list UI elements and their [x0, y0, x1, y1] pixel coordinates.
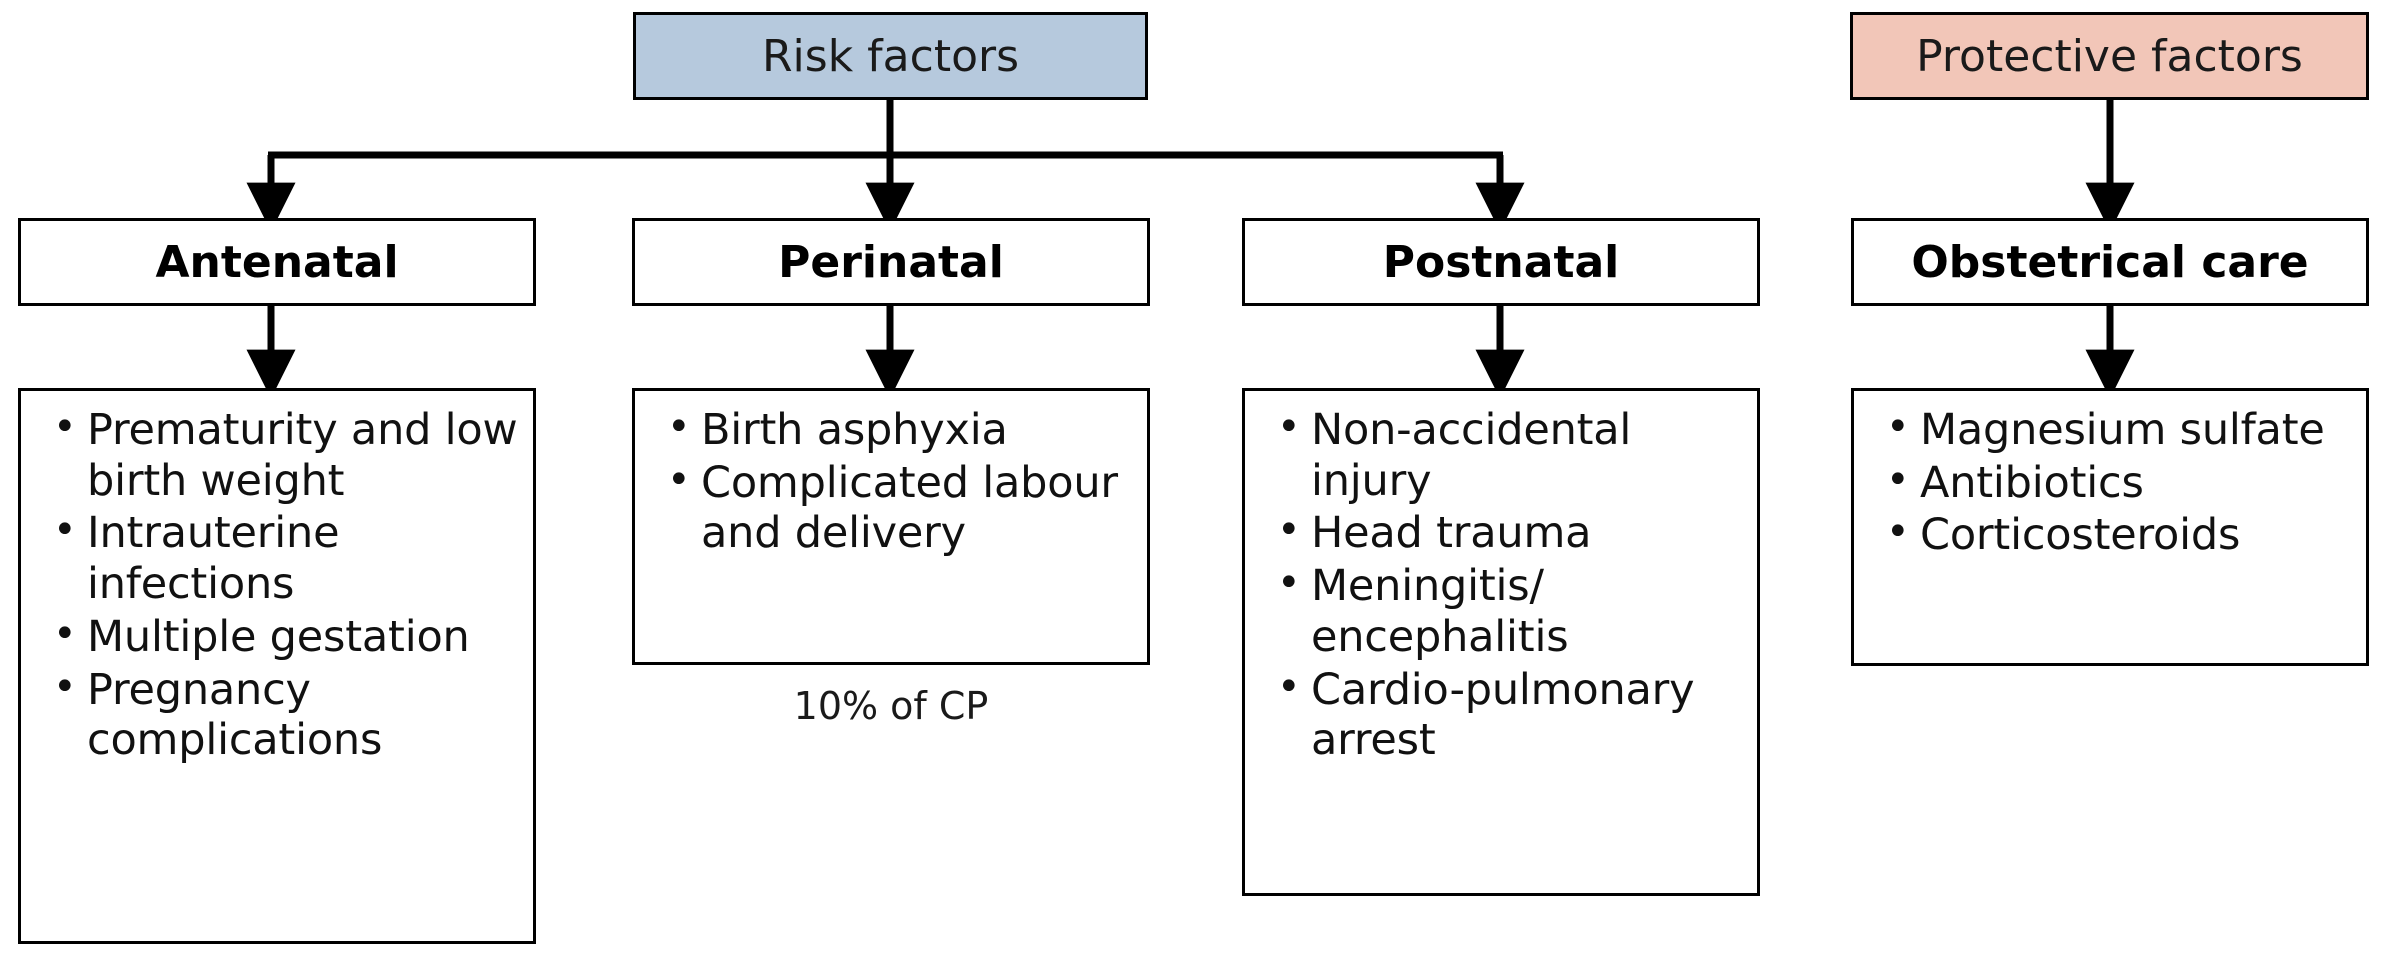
category-antenatal: [18, 218, 536, 306]
category-obstetrical-care-label: Obstetrical care: [1911, 236, 2309, 288]
list-item: • Birth asphyxia: [701, 405, 1137, 456]
list-item: • Antibiotics: [1920, 458, 2356, 509]
antenatal-items: [35, 405, 523, 766]
protective-factors-header: [1850, 12, 2369, 100]
category-postnatal: [1242, 218, 1760, 306]
postnatal-items: [1259, 405, 1747, 766]
category-antenatal-label: Antenatal: [155, 236, 399, 288]
category-obstetrical-care: [1851, 218, 2369, 306]
obstetrical-care-items: [1868, 405, 2356, 561]
list-item: • Complicated labour and delivery: [701, 458, 1137, 559]
perinatal-items: [649, 405, 1137, 559]
list-obstetrical-care: [1851, 388, 2369, 666]
perinatal-share-caption: 10% of CP: [793, 684, 989, 728]
list-item: • Intrauterine infections: [87, 508, 523, 609]
list-item: • Corticosteroids: [1920, 510, 2356, 561]
list-item: • Meningitis/ encephalitis: [1311, 561, 1747, 662]
list-postnatal: [1242, 388, 1760, 896]
risk-factors-label: Risk factors: [761, 30, 1020, 82]
list-item: • Head trauma: [1311, 508, 1747, 559]
list-perinatal: [632, 388, 1150, 665]
protective-factors-label: Protective factors: [1916, 30, 2303, 82]
list-item: • Cardio-pulmonary arrest: [1311, 665, 1747, 766]
list-antenatal: [18, 388, 536, 944]
list-item: • Prematurity and low birth weight: [87, 405, 523, 506]
list-item: • Pregnancy complications: [87, 665, 523, 766]
category-perinatal-label: Perinatal: [778, 236, 1004, 288]
list-item: • Multiple gestation: [87, 612, 523, 663]
category-postnatal-label: Postnatal: [1382, 236, 1620, 288]
risk-factors-header: [633, 12, 1148, 100]
list-item: • Non-accidental injury: [1311, 405, 1747, 506]
category-perinatal: [632, 218, 1150, 306]
list-item: • Magnesium sulfate: [1920, 405, 2356, 456]
